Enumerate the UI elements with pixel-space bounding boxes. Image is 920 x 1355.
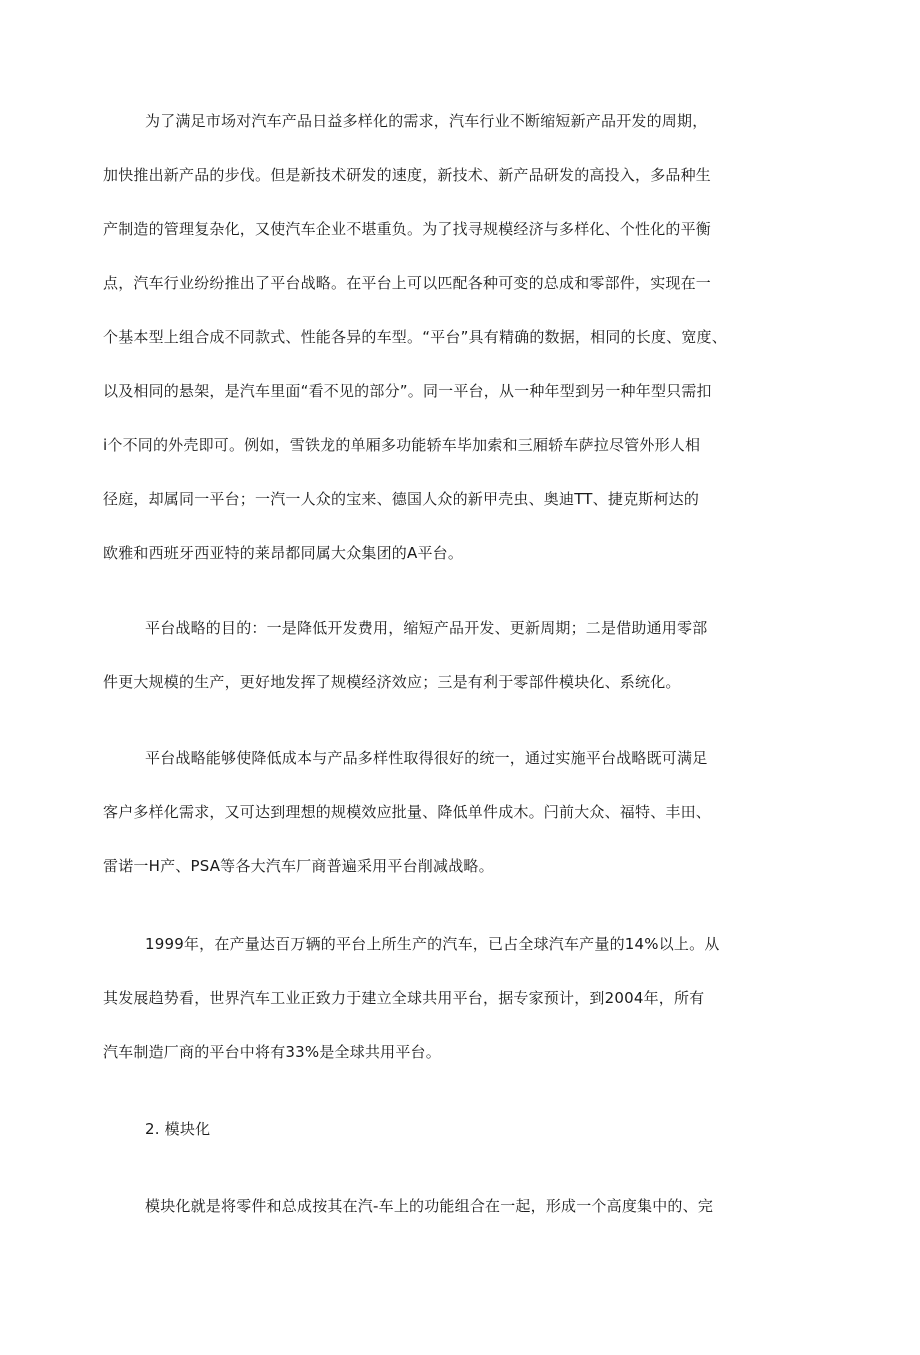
text-line: 加快推出新产品的步伐。但是新技术研发的速度，新技术、新产品研发的高投入，多品种生	[103, 166, 712, 184]
text-line: 为了满足市场对汽车产品日益多样化的需求，汽车行业不断缩短新产品开发的周期，	[145, 112, 708, 130]
text-line: 其发展趋势看，世界汽车工业正致力于建立全球共用平台，据专家预计，到2004年，所有	[103, 989, 705, 1007]
section-title: 2. 模块化	[145, 1120, 211, 1138]
text-line: 件更大规模的生产，更好地发挥了规模经济效应；三是有利于零部件模块化、系统化。	[103, 673, 681, 691]
text-line: 以及相同的悬架，是汽车里面“看不见的部分”。同一平台，从一种年型到另一种年型只需扣	[103, 382, 712, 400]
text-line: 点，汽车行业纷纷推出了平台战略。在平台上可以匹配各种可变的总成和零部件，实现在一	[103, 274, 712, 292]
text-line: 汽车制造厂商的平台中将有33%是全球共用平台。	[103, 1043, 441, 1061]
text-line: 平台战略的目的：一是降低开发费用，缩短产品开发、更新周期；二是借助通用零部	[145, 619, 708, 637]
text-line: i个不同的外壳即可。例如，雪铁龙的单厢多功能轿车毕加索和三厢轿车萨拉尽管外形人相	[103, 436, 701, 454]
text-line: 个基本型上组合成不同款式、性能各异的车型。“平台”具有精确的数据，相同的长度、宽度、	[103, 328, 727, 346]
text-line: 雷诺一H产、PSA等各大汽车厂商普遍采用平台削减战略。	[103, 857, 494, 875]
text-line: 欧雅和西班牙西亚特的莱昂都同属大众集团的A平台。	[103, 544, 464, 562]
text-line: 产制造的管理复杂化，又使汽车企业不堪重负。为了找寻规模经济与多样化、个性化的平衡	[103, 220, 712, 238]
text-line: 模块化就是将零件和总成按其在汽-车上的功能组合在一起，形成一个高度集中的、完	[145, 1197, 714, 1215]
text-line: 平台战略能够使降低成本与产品多样性取得很好的统一，通过实施平台战略既可满足	[145, 749, 708, 767]
text-line: 1999年，在产量达百万辆的平台上所生产的汽车，已占全球汽车产量的14%以上。从	[145, 935, 720, 953]
text-line: 客户多样化需求，又可达到理想的规模效应批量、降低单件成木。闩前大众、福特、丰田、	[103, 803, 712, 821]
text-line: 径庭，却属同一平台；一汽一人众的宝来、德国人众的新甲壳虫、奥迪TT、捷克斯柯达的	[103, 490, 700, 508]
